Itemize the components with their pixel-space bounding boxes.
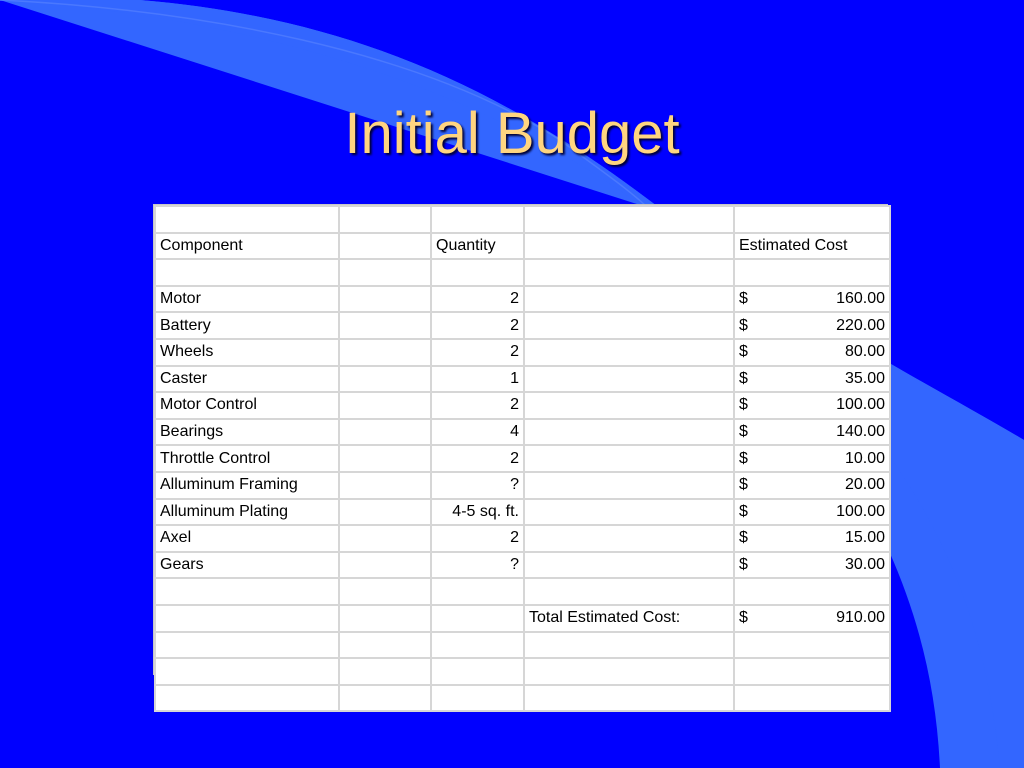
cost-cell — [734, 525, 890, 552]
cost-value: 30.00 — [844, 556, 885, 574]
cost-cell — [734, 392, 890, 419]
table-header-row — [155, 233, 890, 260]
quantity-cell: 2 — [431, 312, 524, 339]
cost-cell — [734, 286, 890, 313]
table-row — [155, 312, 890, 339]
cost-value: 160.00 — [836, 290, 885, 308]
cost-value: 15.00 — [844, 529, 885, 547]
table-row — [155, 392, 890, 419]
cost-cell — [734, 552, 890, 579]
cost-value: 20.00 — [844, 476, 885, 494]
cost-cell — [734, 312, 890, 339]
component-cell: Bearings — [155, 419, 339, 446]
component-cell: Axel — [155, 525, 339, 552]
table-row — [155, 499, 890, 526]
table-row — [155, 472, 890, 499]
quantity-cell: ? — [431, 472, 524, 499]
header-component: Component — [155, 233, 339, 260]
quantity-cell: 2 — [431, 339, 524, 366]
currency-symbol: $ — [739, 556, 748, 574]
quantity-cell: 2 — [431, 445, 524, 472]
cost-cell — [734, 499, 890, 526]
header-quantity: Quantity — [431, 233, 524, 260]
table-row — [155, 445, 890, 472]
table-row — [155, 658, 890, 685]
component-cell: Alluminum Framing — [155, 472, 339, 499]
quantity-cell: 4-5 sq. ft. — [431, 499, 524, 526]
quantity-cell: 4 — [431, 419, 524, 446]
cost-value: 140.00 — [836, 423, 885, 441]
component-cell: Motor Control — [155, 392, 339, 419]
budget-table — [154, 205, 891, 712]
quantity-cell: 2 — [431, 286, 524, 313]
cost-value: 80.00 — [844, 343, 885, 361]
currency-symbol: $ — [739, 502, 748, 520]
cost-cell — [734, 339, 890, 366]
table-row — [155, 259, 890, 286]
currency-symbol: $ — [739, 449, 748, 467]
cost-value: 220.00 — [836, 316, 885, 334]
currency-symbol: $ — [739, 609, 748, 627]
currency-symbol: $ — [739, 476, 748, 494]
currency-symbol: $ — [739, 343, 748, 361]
cost-value: 35.00 — [844, 369, 885, 387]
component-cell: Gears — [155, 552, 339, 579]
component-cell: Caster — [155, 366, 339, 393]
component-cell: Alluminum Plating — [155, 499, 339, 526]
cost-value: 100.00 — [836, 396, 885, 414]
quantity-cell: 1 — [431, 366, 524, 393]
cost-value: 100.00 — [836, 502, 885, 520]
currency-symbol: $ — [739, 396, 748, 414]
total-value: 910.00 — [836, 609, 885, 627]
currency-symbol: $ — [739, 316, 748, 334]
table-row — [155, 525, 890, 552]
total-cost-cell — [734, 605, 890, 632]
cost-cell — [734, 472, 890, 499]
currency-symbol: $ — [739, 529, 748, 547]
component-cell: Throttle Control — [155, 445, 339, 472]
table-row — [155, 578, 890, 605]
quantity-cell: 2 — [431, 392, 524, 419]
table-row — [155, 685, 890, 712]
currency-symbol: $ — [739, 290, 748, 308]
quantity-cell: ? — [431, 552, 524, 579]
cost-cell — [734, 366, 890, 393]
table-row — [155, 366, 890, 393]
table-row — [155, 206, 890, 233]
table-row — [155, 286, 890, 313]
slide-title: Initial Budget — [344, 101, 680, 166]
cost-cell — [734, 445, 890, 472]
table-row — [155, 419, 890, 446]
total-row — [155, 605, 890, 632]
table-row — [155, 552, 890, 579]
quantity-cell: 2 — [431, 525, 524, 552]
table-row — [155, 632, 890, 659]
component-cell: Motor — [155, 286, 339, 313]
component-cell: Battery — [155, 312, 339, 339]
cost-value: 10.00 — [844, 449, 885, 467]
cost-cell — [734, 419, 890, 446]
table-row — [155, 339, 890, 366]
header-estimated-cost: Estimated Cost — [734, 233, 890, 260]
currency-symbol: $ — [739, 423, 748, 441]
budget-table-container — [153, 204, 888, 675]
total-label: Total Estimated Cost: — [524, 605, 734, 632]
currency-symbol: $ — [739, 369, 748, 387]
component-cell: Wheels — [155, 339, 339, 366]
